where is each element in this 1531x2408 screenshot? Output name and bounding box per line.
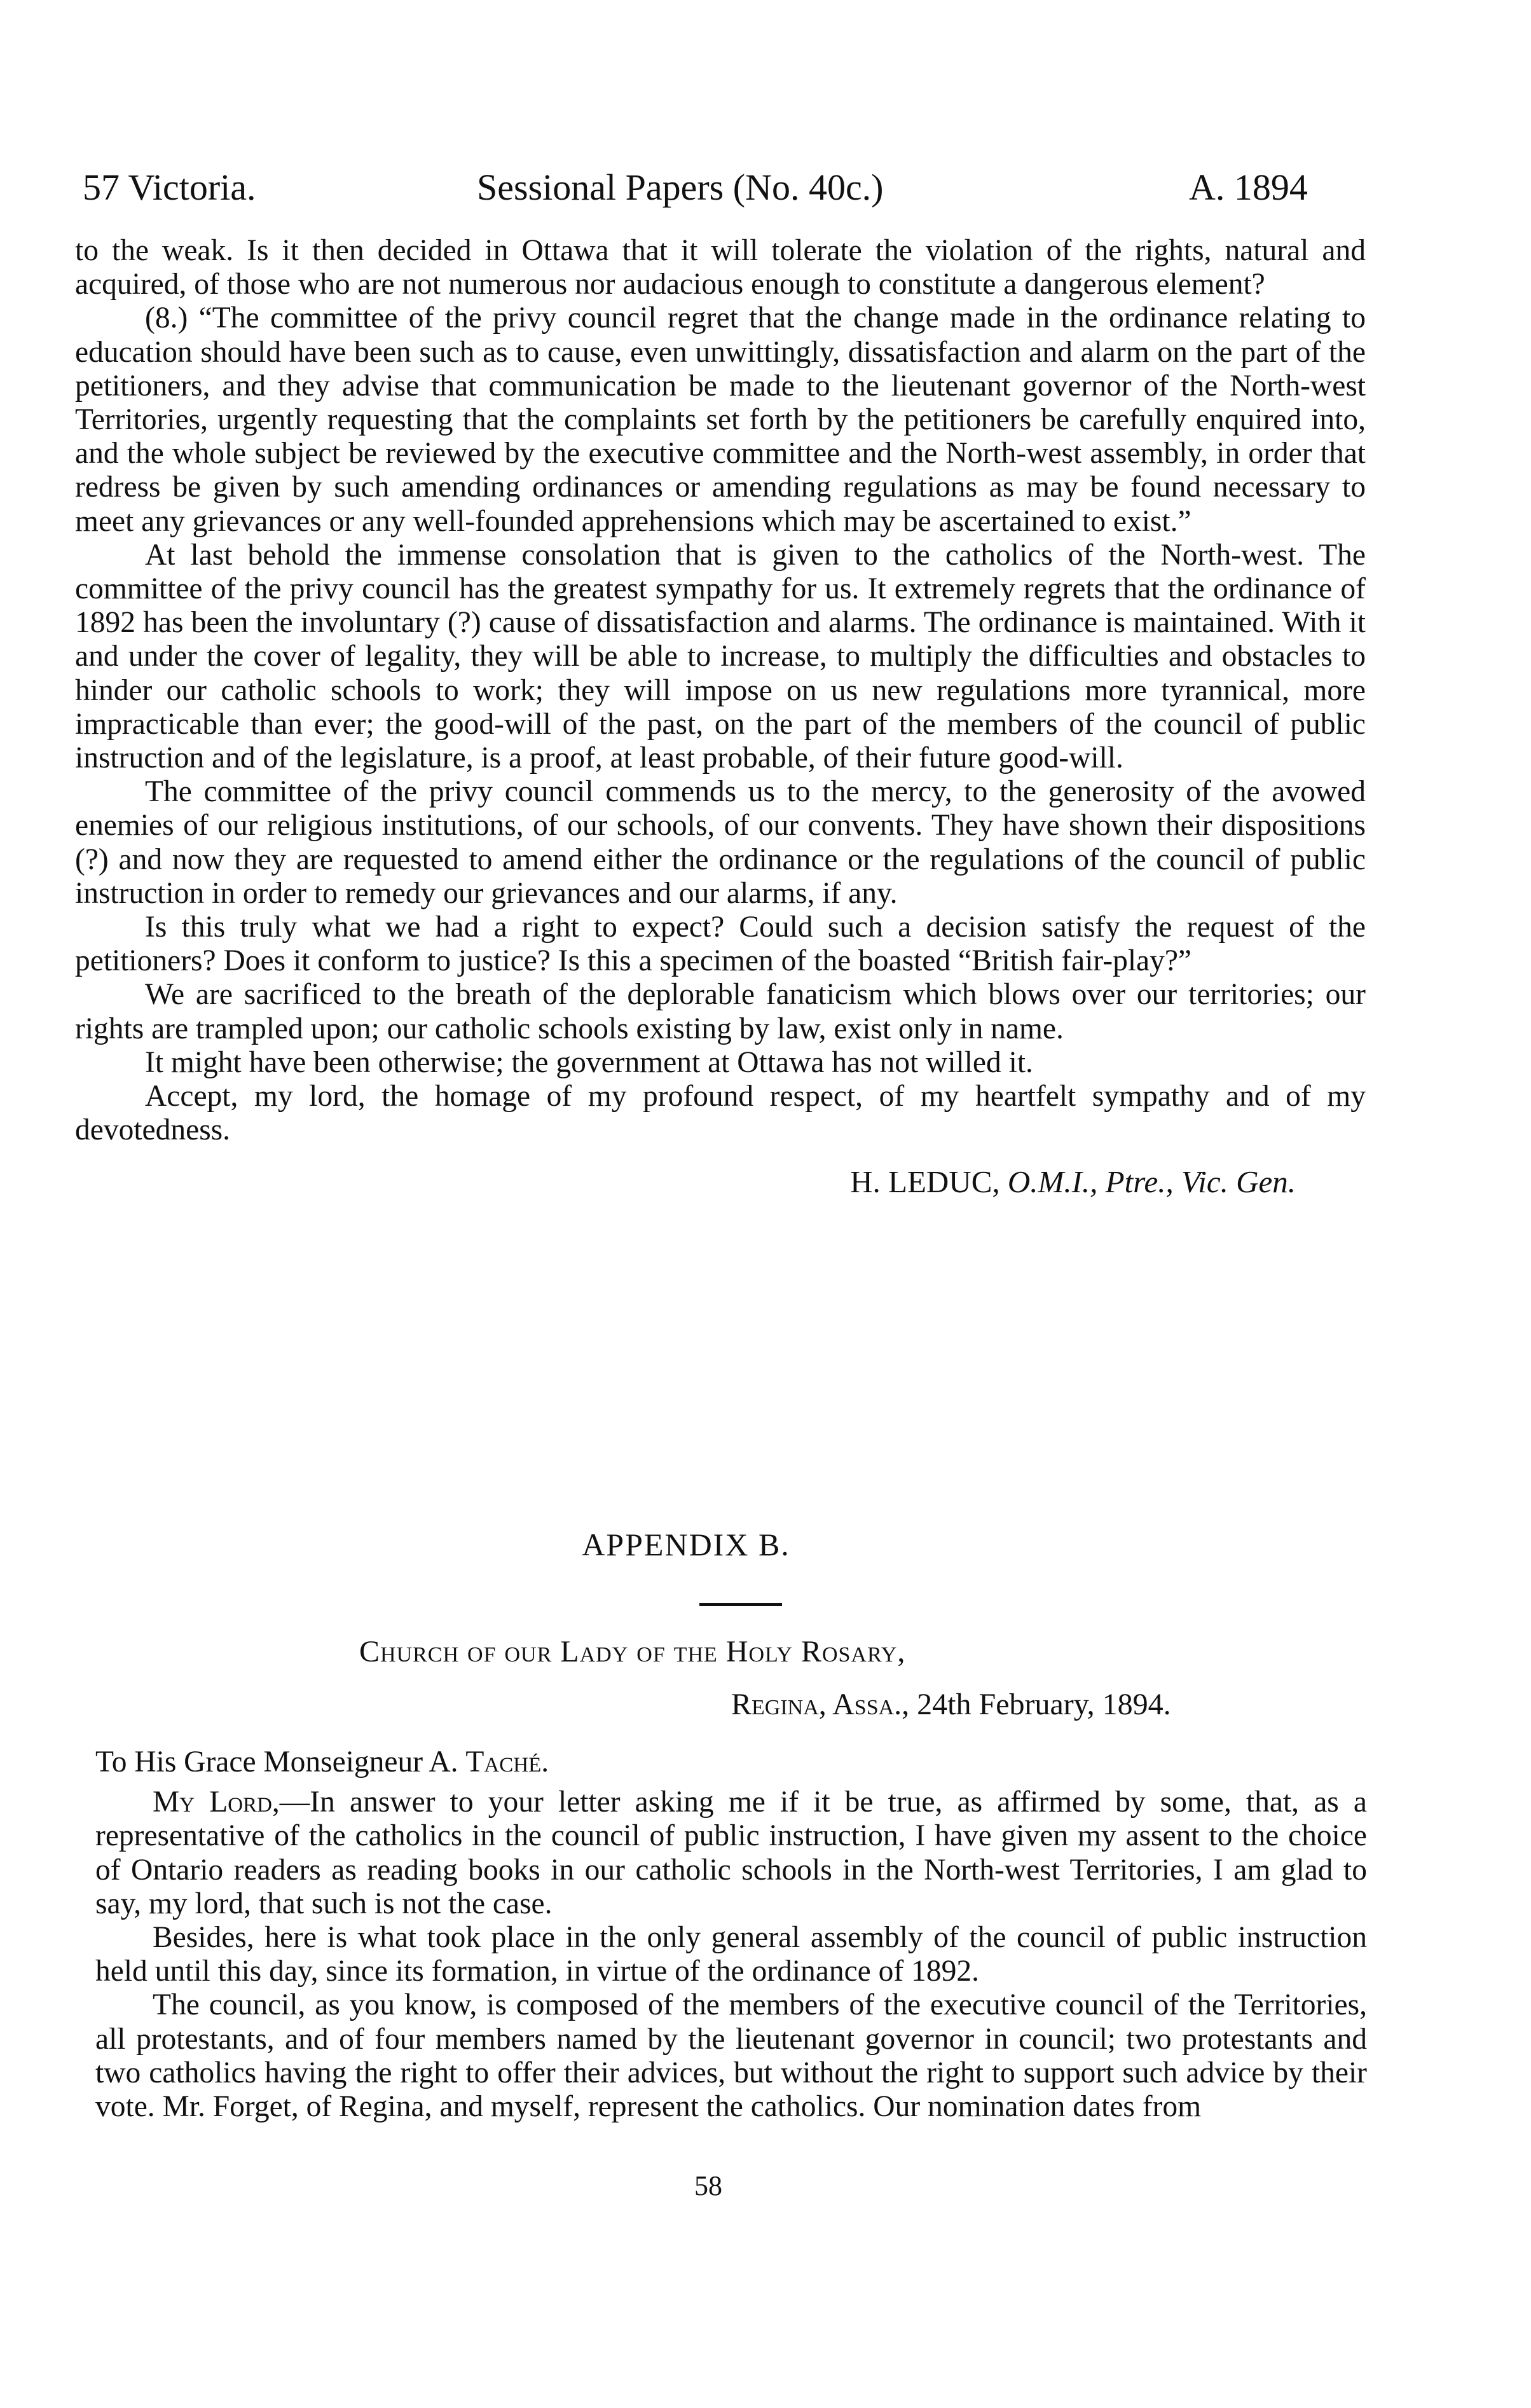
header-sessional-papers: Sessional Papers (No. 40c.) — [477, 167, 884, 208]
letter-continuation — [75, 234, 1366, 1199]
paragraph: The committee of the privy council commends us to the mercy, to the generosity of the avowed enemies of our religious institutions, of our schools, of our convents. They have shown their dispositions (?) and now they are requested to amend either the ordinance or the regulations of the council of public instruction in order to remedy our grievances and our alarms, if any. — [75, 775, 1366, 910]
letter-church-heading: Church of our Lady of the Holy Rosary, — [359, 1635, 906, 1668]
paragraph: At last behold the immense consolation that is given to the catholics of the North-west. The committee of the privy council has the greatest sympathy for us. It extremely regrets that the ordinance of 1892 has been the involuntary (?) cause of dissatisfaction and alarms. The ordinance is maintained. With it and under the cover of legality, they will be able to increase, to multiply the difficulties and obstacles to hinder our catholic schools to work; they will impose on us new regulations more tyrannical, more impracticable than ever; the good-will of the past, on the part of the members of the council of public instruction and of the legislature, is a proof, at least probable, of their future good-will. — [75, 538, 1366, 775]
running-header — [83, 162, 1354, 213]
signature-titles: O.M.I., Ptre., Vic. Gen. — [1007, 1164, 1296, 1200]
salutation: My Lord, — [153, 1785, 280, 1819]
paragraph: The council, as you know, is composed of the members of the executive council of the Territories, all protestants, and of four members named by the lieutenant governor in council; two protestants and two catholics having the right to offer their advices, but without the right to support such advice by their vote. Mr. Forget, of Regina, and myself, represent the catholics. Our nomination dates from — [95, 1988, 1367, 2124]
appendix-title: APPENDIX B. — [582, 1527, 790, 1562]
appendix-letter — [95, 1745, 1367, 2124]
paragraph: (8.) “The committee of the privy council regret that the change made in the ordinance relating to education should have been such as to cause, even unwittingly, dissatisfaction and alarm on the part of the petitioners, and they advise that communication be made to the lieutenant governor of the North-west Territories, urgently requesting that the complaints set forth by the petitioners be carefully enquired into, and the whole subject be reviewed by the executive committee and the North-west assembly, in order that redress be given by such amending ordinances or amending regulations as may be found necessary to meet any grievances or any well-founded apprehensions which may be ascertained to exist.” — [75, 301, 1366, 538]
header-year: A. 1894 — [1189, 167, 1308, 208]
letter-addressee: To His Grace Monseigneur A. Taché. — [95, 1745, 549, 1778]
header-session: 57 Victoria. — [83, 167, 256, 208]
paragraph: Accept, my lord, the homage of my profound respect, of my heartfelt sympathy and of my devotedness. — [75, 1080, 1366, 1147]
paragraph: We are sacrificed to the breath of the deplorable fanaticism which blows over our territories; our rights are trampled upon; our catholic schools existing by law, exist only in name. — [75, 978, 1366, 1045]
paragraph: Is this truly what we had a right to expect? Could such a decision satisfy the request of the petitioners? Does it conform to justice? Is this a specimen of the boasted “British fair-play?” — [75, 911, 1366, 978]
paragraph: It might have been otherwise; the government at Ottawa has not willed it. — [145, 1045, 1033, 1079]
paragraph — [95, 1785, 1367, 1921]
page-number-text: 58 — [694, 2170, 722, 2201]
paragraph-text: —In answer to your letter asking me if it be true, as affirmed by some, that, as a representative of the catholics in the council of public instruction, I have given my assent to the choice of Ontario readers as reading books in our catholic schools in the North-west Territories, I am glad to say, my lord, that such is not the case. — [95, 1785, 1367, 1920]
paragraph: Besides, here is what took place in the only general assembly of the council of public instruction held until this day, since its formation, in virtue of the ordinance of 1892. — [95, 1921, 1367, 1988]
letter-place: Regina, Assa., — [731, 1688, 910, 1721]
signature-name: H. LEDUC, — [850, 1164, 1000, 1200]
section-rule — [699, 1603, 782, 1606]
page-number — [0, 2170, 1531, 2202]
appendix-heading — [0, 1526, 1531, 1563]
letter-date: 24th February, 1894. — [917, 1688, 1171, 1721]
addressee-name: Taché — [465, 1745, 542, 1778]
letter-dateline — [731, 1687, 1367, 1722]
paragraph: to the weak. Is it then decided in Ottawa that it will tolerate the violation of the rights, natural and acquired, of those who are not numerous nor audacious enough to constitute a dangerous element? — [75, 234, 1366, 301]
signature — [75, 1165, 1366, 1199]
addressee-text: To His Grace Monseigneur A. — [95, 1745, 458, 1778]
